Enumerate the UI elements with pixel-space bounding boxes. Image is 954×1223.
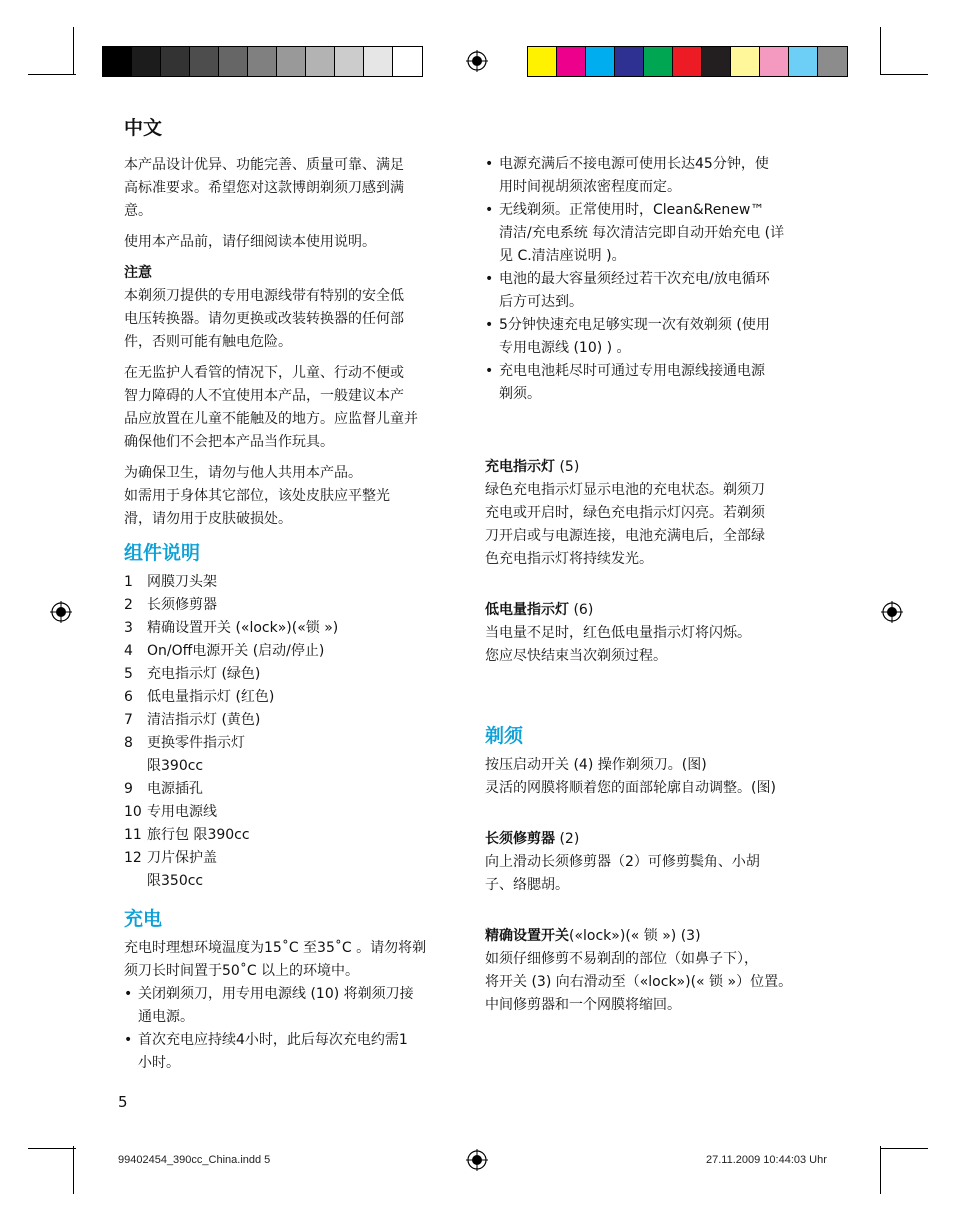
color-swatch [586, 47, 615, 76]
process-color-bar [527, 46, 848, 77]
text-line: 刀开启或与电源连接，电池充满电后，全部绿 [485, 528, 765, 544]
crop-mark [28, 1148, 76, 1149]
precision-paragraph [485, 948, 830, 1017]
crop-mark [880, 1146, 881, 1194]
bullet-item: • 关闭剃须刀，用专用电源线 (10) 将剃须刀接 通电源。 [124, 983, 464, 1029]
color-swatch [615, 47, 644, 76]
crop-mark [73, 1146, 74, 1194]
color-swatch [789, 47, 818, 76]
text-line: 如须仔细修剪不易剃刮的部位（如鼻子下）， [485, 951, 758, 967]
text-line: 滑，请勿用于皮肤破损处。 [124, 511, 292, 527]
trimmer-paragraph [485, 851, 830, 897]
shaving-paragraph [485, 754, 830, 800]
color-swatch [702, 47, 731, 76]
text-line: 充电或开启时，绿色充电指示灯闪亮。若剃须 [485, 505, 765, 521]
charging-heading: 充电 [124, 908, 163, 930]
text-line: 为确保卫生，请勿与他人共用本产品。 [124, 465, 362, 481]
list-item: 8 更换零件指示灯 [124, 735, 245, 751]
list-item: 11 旅行包 限390cc [124, 827, 250, 843]
color-swatch [364, 47, 393, 76]
color-swatch [557, 47, 586, 76]
color-swatch [132, 47, 161, 76]
registration-mark-icon [50, 601, 72, 623]
notice-paragraph [124, 285, 464, 354]
text-line: 本剃须刀提供的专用电源线带有特别的安全低 [124, 288, 404, 304]
intro-paragraph [124, 154, 464, 223]
bullet-item: • 电池的最大容量须经过若干次充电/放电循环 后方可达到。 [485, 268, 830, 314]
notice-heading: 注意 [124, 265, 152, 281]
crop-mark [880, 27, 881, 75]
registration-mark-icon [466, 50, 488, 72]
registration-mark-icon [881, 601, 903, 623]
text-line: 绿色充电指示灯显示电池的充电状态。剃须刀 [485, 482, 765, 498]
components-list [124, 571, 464, 893]
children-paragraph [124, 362, 464, 454]
list-item: 5 充电指示灯 (绿色) [124, 666, 261, 682]
text-line: 高标准要求。希望您对这款博朗剃须刀感到满 [124, 180, 404, 196]
footer-datetime: 27.11.2009 10:44:03 Uhr [706, 1154, 827, 1166]
text-line: 本产品设计优异、功能完善、质量可靠、满足 [124, 157, 404, 173]
charging-paragraph [124, 937, 464, 983]
list-item: 1 网膜刀头架 [124, 574, 217, 590]
color-swatch [760, 47, 789, 76]
read-manual-note: 使用本产品前，请仔细阅读本使用说明。 [124, 234, 376, 250]
color-swatch [277, 47, 306, 76]
color-swatch [190, 47, 219, 76]
text-line: 在无监护人看管的情况下，儿童、行动不便或 [124, 365, 404, 381]
text-line: 中间修剪器和一个网膜将缩回。 [485, 997, 681, 1013]
text-line: 按压启动开关 (4) 操作剃须刀。(图) [485, 757, 707, 773]
text-line: 子、络腮胡。 [485, 877, 569, 893]
color-swatch [818, 47, 847, 76]
shaving-heading: 剃须 [485, 725, 524, 747]
color-swatch [731, 47, 760, 76]
color-swatch [393, 47, 422, 76]
list-item: 7 清洁指示灯 (黄色) [124, 712, 261, 728]
crop-mark [28, 74, 76, 75]
charge-light-paragraph [485, 479, 830, 571]
list-item: 3 精确设置开关 («lock»)(«锁 ») [124, 620, 339, 636]
page-number: 5 [118, 1093, 128, 1111]
color-swatch [644, 47, 673, 76]
list-item: 4 On/Off电源开关 (启动/停止) [124, 643, 325, 659]
registration-mark-icon [466, 1149, 488, 1171]
color-swatch [528, 47, 557, 76]
text-line: 向上滑动长须修剪器（2）可修剪鬓角、小胡 [485, 854, 760, 870]
text-line: 如需用于身体其它部位，该处皮肤应平整光 [124, 488, 390, 504]
list-item: 12 刀片保护盖 [124, 850, 217, 866]
text-line: 须刀长时间置于50˚C 以上的环境中。 [124, 963, 360, 979]
text-line: 意。 [124, 203, 152, 219]
low-light-heading: 低电量指示灯 (6) [485, 602, 594, 618]
text-line: 确保他们不会把本产品当作玩具。 [124, 434, 334, 450]
page-title: 中文 [124, 117, 163, 139]
bullet-item: • 无线剃须。正常使用时，Clean&Renew™ 清洁/充电系统 每次清洁完即自动开始充电 (详 见 C.清洁座说明 )。 [485, 199, 830, 268]
list-item: 6 低电量指示灯 (红色) [124, 689, 275, 705]
text-line: 当电量不足时，红色低电量指示灯将闪烁。 [485, 625, 751, 641]
bullet-item: • 电源充满后不接电源可使用长达45分钟，使 用时间视胡须浓密程度而定。 [485, 153, 830, 199]
color-swatch [219, 47, 248, 76]
components-heading: 组件说明 [124, 542, 201, 564]
text-line: 灵活的网膜将顺着您的面部轮廓自动调整。(图) [485, 780, 776, 796]
charge-light-heading: 充电指示灯 (5) [485, 459, 580, 475]
trimmer-heading: 长须修剪器 (2) [485, 831, 580, 847]
text-line: 品应放置在儿童不能触及的地方。应监督儿童并 [124, 411, 418, 427]
color-swatch [248, 47, 277, 76]
footer-file-name: 99402454_390cc_China.indd 5 [118, 1154, 271, 1166]
text-line: 将开关 (3) 向右滑动至（«lock»)(« 锁 »）位置。 [485, 974, 793, 990]
list-item-sub: 限390cc [147, 758, 204, 774]
color-swatch [161, 47, 190, 76]
text-line: 件，否则可能有触电危险。 [124, 334, 292, 350]
text-line: 智力障碍的人不宜使用本产品，一般建议本产 [124, 388, 404, 404]
color-swatch [103, 47, 132, 76]
bullet-item: • 充电电池耗尽时可通过专用电源线接通电源 剃须。 [485, 360, 830, 406]
text-line: 您应尽快结束当次剃须过程。 [485, 648, 667, 664]
crop-mark [73, 27, 74, 75]
bullet-item: • 5分钟快速充电足够实现一次有效剃须 (使用 专用电源线 (10) ) 。 [485, 314, 830, 360]
list-item-sub: 限350cc [147, 873, 204, 889]
color-swatch [673, 47, 702, 76]
crop-mark [880, 74, 928, 75]
right-column [485, 153, 830, 1017]
low-light-paragraph [485, 622, 830, 668]
color-swatch [335, 47, 364, 76]
bullet-item: • 首次充电应持续4小时，此后每次充电约需1 小时。 [124, 1029, 464, 1075]
color-swatch [306, 47, 335, 76]
text-line: 色充电指示灯将持续发光。 [485, 551, 653, 567]
list-item: 10 专用电源线 [124, 804, 217, 820]
grayscale-color-bar [102, 46, 423, 77]
crop-mark [880, 1148, 928, 1149]
text-line: 充电时理想环境温度为15˚C 至35˚C 。请勿将剃 [124, 940, 427, 956]
list-item: 2 长须修剪器 [124, 597, 217, 613]
left-column [124, 114, 464, 1075]
list-item: 9 电源插孔 [124, 781, 203, 797]
text-line: 电压转换器。请勿更换或改装转换器的任何部 [124, 311, 404, 327]
hygiene-paragraph [124, 462, 464, 531]
precision-heading: 精确设置开关(«lock»)(« 锁 ») (3) [485, 928, 701, 944]
